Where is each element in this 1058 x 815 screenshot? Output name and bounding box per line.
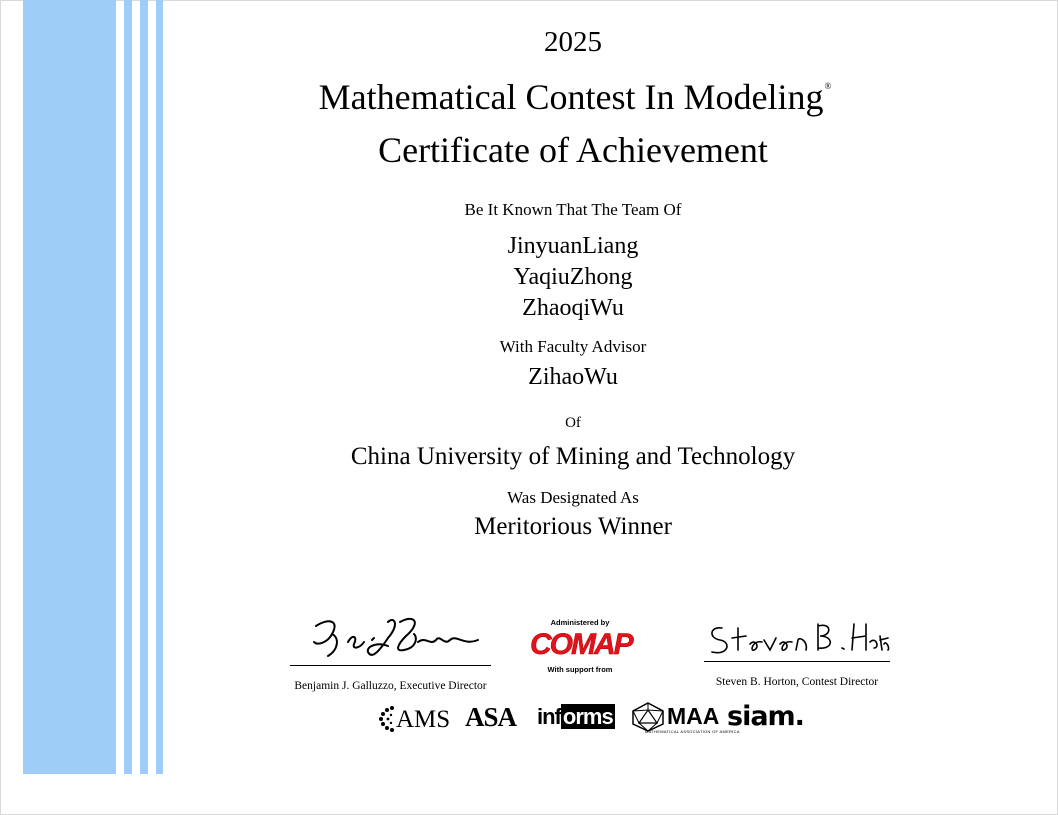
intro-text: Be It Known That The Team Of [464, 200, 682, 219]
contest-name-text: Mathematical Contest In Modeling [318, 77, 824, 117]
maa-icosahedron-icon [631, 702, 665, 732]
of-label: Of [565, 415, 581, 431]
decorative-stripe [124, 0, 132, 774]
informs-box: orms [562, 704, 613, 729]
maa-full-name: MATHEMATICAL ASSOCIATION OF AMERICA [645, 729, 740, 734]
executive-director-signature [288, 612, 493, 692]
designated-label: Was Designated As [507, 488, 639, 507]
informs-logo [537, 704, 615, 730]
administered-by-text: Administered by [550, 618, 610, 627]
team-member: YaqiuZhong [513, 264, 633, 290]
registered-mark: ® [824, 81, 832, 91]
team-member: JinyuanLiang [507, 233, 639, 259]
siam-logo: siam. [727, 701, 804, 732]
advisor-name: ZihaoWu [528, 364, 618, 390]
comap-logo-text: COMAP [530, 628, 632, 661]
decorative-stripe [140, 0, 148, 774]
signature-caption: Benjamin J. Galluzzo, Executive Director [294, 680, 487, 692]
support-from-text: With support from [547, 665, 613, 674]
contest-name [160, 76, 990, 118]
ams-logo [378, 704, 450, 734]
sponsor-logos [375, 700, 815, 736]
ams-text: AMS [396, 706, 451, 733]
certificate-year: 2025 [544, 26, 602, 58]
maa-logo: MAA [667, 703, 720, 729]
certificate-title: Certificate of Achievement [378, 130, 768, 170]
decorative-stripe [23, 0, 116, 774]
signature-graphic [702, 618, 892, 658]
informs-prefix: inf [537, 704, 561, 729]
signature-line [290, 665, 491, 666]
signature-graphic [288, 612, 493, 662]
comap-logo [530, 618, 630, 674]
contest-director-signature [702, 618, 892, 688]
asa-logo: ASA [465, 702, 517, 732]
ams-dots-icon [378, 704, 396, 734]
award-title: Meritorious Winner [474, 513, 672, 540]
team-member: ZhaoqiWu [522, 295, 624, 321]
signature-line [704, 661, 890, 662]
institution-name: China University of Mining and Technology [350, 443, 796, 470]
signature-caption: Steven B. Horton, Contest Director [715, 676, 879, 688]
advisor-label: With Faculty Advisor [499, 337, 647, 356]
